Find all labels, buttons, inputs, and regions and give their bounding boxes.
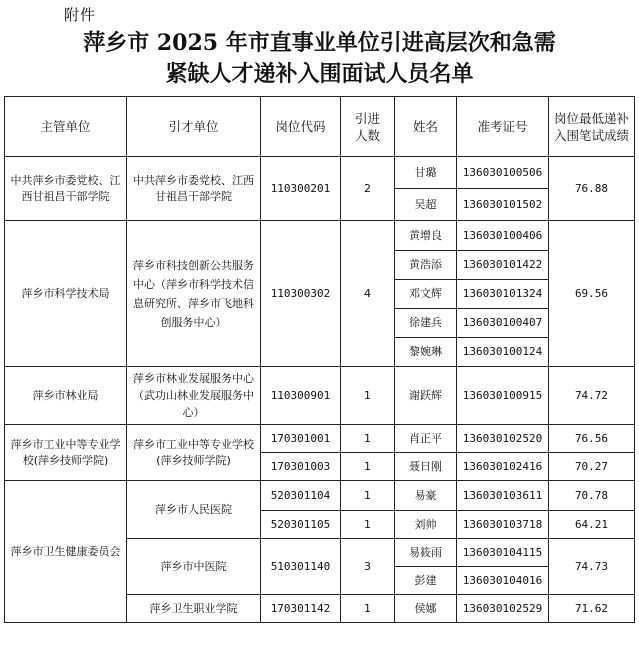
header-unit: 引才单位 [127,97,261,157]
score-cell: 70.78 [549,481,635,511]
count-cell: 1 [341,511,395,539]
score-cell: 70.27 [549,453,635,481]
code-cell: 170301001 [261,425,341,453]
title-line-1: 萍乡市 2025 年市直事业单位引进高层次和急需 [83,30,556,56]
count-cell: 1 [341,367,395,425]
table-row [5,221,635,251]
name-cell: 彭建 [395,567,457,595]
code-cell: 520301104 [261,481,341,511]
unit-cell: 萍乡市林业发展服务中心（武功山林业发展服务中心） [127,367,261,425]
count-cell: 3 [341,539,395,595]
unit-cell: 中共萍乡市委党校、江西甘祖昌干部学院 [127,157,261,221]
table-row [5,481,635,511]
dept-cell: 萍乡市工业中等专业学校(萍乡技师学院) [5,425,127,481]
unit-cell: 萍乡市人民医院 [127,481,261,539]
count-cell: 1 [341,425,395,453]
name-cell: 甘璐 [395,157,457,189]
candidate-table [4,96,635,623]
exam-cell: 136030102520 [457,425,549,453]
score-cell: 76.88 [549,157,635,221]
count-cell: 2 [341,157,395,221]
exam-cell: 136030100406 [457,221,549,251]
name-cell: 邓文辉 [395,280,457,309]
dept-cell: 萍乡市林业局 [5,367,127,425]
code-cell: 110300302 [261,221,341,367]
name-cell: 吴超 [395,189,457,221]
dept-cell: 萍乡市卫生健康委员会 [5,481,127,623]
table-header-row [5,97,635,157]
exam-cell: 136030103611 [457,481,549,511]
dept-cell: 中共萍乡市委党校、江西甘祖昌干部学院 [5,157,127,221]
exam-cell: 136030100506 [457,157,549,189]
document-title [0,28,639,90]
count-cell: 1 [341,453,395,481]
exam-cell: 136030103718 [457,511,549,539]
score-cell: 64.21 [549,511,635,539]
exam-cell: 136030101324 [457,280,549,309]
table-row [5,425,635,453]
exam-cell: 136030104016 [457,567,549,595]
count-cell: 1 [341,481,395,511]
name-cell: 徐建兵 [395,309,457,338]
score-cell: 74.72 [549,367,635,425]
name-cell: 黎婉琳 [395,338,457,367]
header-dept: 主管单位 [5,97,127,157]
exam-cell: 136030101422 [457,251,549,280]
unit-cell: 萍乡市工业中等专业学校(萍乡技师学院) [127,425,261,481]
name-cell: 侯娜 [395,595,457,623]
exam-cell: 136030100407 [457,309,549,338]
score-cell: 69.56 [549,221,635,367]
score-cell: 71.62 [549,595,635,623]
exam-cell: 136030100124 [457,338,549,367]
name-cell: 易豪 [395,481,457,511]
attachment-label: 附件 [64,6,97,24]
exam-cell: 136030102416 [457,453,549,481]
header-min-score: 岗位最低递补入围笔试成绩 [549,97,635,157]
code-cell: 510301140 [261,539,341,595]
exam-cell: 136030102529 [457,595,549,623]
code-cell: 520301105 [261,511,341,539]
dept-cell: 萍乡市科学技术局 [5,221,127,367]
name-cell: 谢跃辉 [395,367,457,425]
unit-cell: 萍乡卫生职业学院 [127,595,261,623]
name-cell: 黄浩添 [395,251,457,280]
code-cell: 170301142 [261,595,341,623]
title-line-2: 紧缺人才递补入围面试人员名单 [165,61,474,87]
exam-cell: 136030101502 [457,189,549,221]
header-count: 引进人数 [341,97,395,157]
exam-cell: 136030100915 [457,367,549,425]
exam-cell: 136030104115 [457,539,549,567]
header-exam-no: 准考证号 [457,97,549,157]
code-cell: 110300901 [261,367,341,425]
table-row [5,157,635,189]
name-cell: 易筱雨 [395,539,457,567]
header-name: 姓名 [395,97,457,157]
name-cell: 刘帅 [395,511,457,539]
count-cell: 1 [341,595,395,623]
unit-cell: 萍乡市科技创新公共服务中心（萍乡市科学技术信息研究所、萍乡市飞地科创服务中心） [127,221,261,367]
code-cell: 170301003 [261,453,341,481]
score-cell: 74.73 [549,539,635,595]
unit-cell: 萍乡市中医院 [127,539,261,595]
table-row [5,367,635,425]
count-cell: 4 [341,221,395,367]
name-cell: 黄增良 [395,221,457,251]
header-code: 岗位代码 [261,97,341,157]
name-cell: 肖正平 [395,425,457,453]
code-cell: 110300201 [261,157,341,221]
name-cell: 聂日刚 [395,453,457,481]
score-cell: 76.56 [549,425,635,453]
